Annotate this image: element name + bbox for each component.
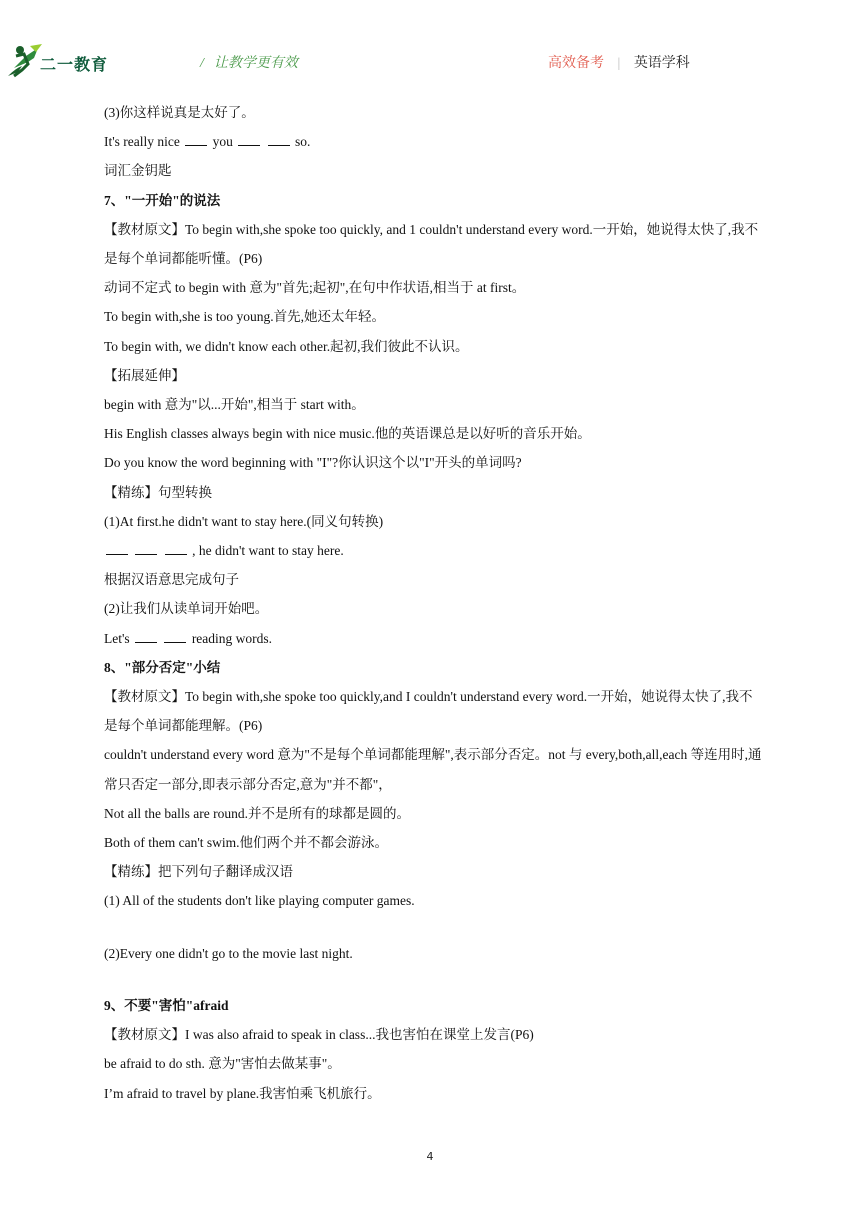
section-heading: 8、"部分否定"小结 <box>104 659 221 675</box>
text-line: Do you know the word beginning with "I"?你认识这个以"I"开头的单词吗? <box>104 455 522 471</box>
blank <box>135 542 157 555</box>
text-line: I’m afraid to travel by plane.我害怕乘飞机旅行。 <box>104 1085 381 1101</box>
text-line: Both of them can't swim.他们两个并不都会游泳。 <box>104 835 389 851</box>
text-line: 【精练】把下列句子翻译成汉语 <box>104 864 293 880</box>
text-line: (3)你这样说真是太好了。 <box>104 105 255 120</box>
text-line: 【拓展延伸】 <box>104 367 185 383</box>
blank <box>268 133 290 146</box>
slogan-text: 让教学更有效 <box>213 56 298 71</box>
page-header <box>0 0 860 90</box>
fill-blank-line: , he didn't want to stay here. <box>104 536 764 565</box>
blank <box>238 133 260 146</box>
fill-blank-line: It's really nice you so. <box>104 134 311 150</box>
blank <box>106 542 128 555</box>
text-line: (2)Every one didn't go to the movie last night. <box>104 945 353 961</box>
text-line: 根据汉语意思完成句子 <box>104 572 239 588</box>
blank <box>164 630 186 643</box>
text-line: His English classes always begin with nice music.他的英语课总是以好听的音乐开始。 <box>104 426 591 442</box>
text-line: To begin with,she is too young.首先,她还太年轻。 <box>104 309 386 325</box>
text-line: (1) All of the students don't like playing computer games. <box>104 893 415 909</box>
text-paragraph: couldn't understand every word 意为"不是每个单词都能理解",表示部分否定。not 与 every,both,all,each 等连用时,通常只否定一部分,即表示部分否定,意为"并不都"， <box>104 747 762 792</box>
text-line: (1)At first.he didn't want to stay here.(同义句转换) <box>104 513 384 529</box>
text-line: 【教材原文】I was also afraid to speak in class...我也害怕在课堂上发言(P6) <box>104 1027 534 1043</box>
text-line: 词汇金钥匙 <box>104 163 172 179</box>
logo-text: 二一教育 <box>40 55 109 74</box>
tag-subject: 英语学科 <box>633 56 690 71</box>
blank <box>165 542 187 555</box>
text-line: be afraid to do sth. 意为"害怕去做某事"。 <box>104 1056 341 1072</box>
text-line: begin with 意为"以...开始",相当于 start with。 <box>104 397 365 413</box>
text-line: To begin with, we didn't know each other.起初,我们彼此不认识。 <box>104 338 469 354</box>
text-paragraph: 【教材原文】To begin with,she spoke too quickly,and I couldn't understand every word.一开始，她说得太快了,我不是每个单词都能理解。(P6) <box>104 689 753 734</box>
blank <box>135 630 157 643</box>
text-line: 动词不定式 to begin with 意为"首先;起初",在句中作状语,相当于 at first。 <box>104 280 526 296</box>
section-heading: 9、不要"害怕"afraid <box>104 997 229 1013</box>
text-paragraph: 【教材原文】To begin with,she spoke too quickly, and 1 couldn't understand every word.一开始，她说得太快了,我不是每个单词都能听懂。(P6) <box>104 221 759 267</box>
page-number: 4 <box>426 1150 434 1163</box>
logo <box>4 42 114 78</box>
header-slogan: / 让教学更有效 <box>200 56 298 71</box>
document-body <box>104 98 764 1108</box>
text-line: (2)让我们从读单词开始吧。 <box>104 601 269 617</box>
fill-blank-line: Let's reading words. <box>104 630 273 646</box>
section-heading: 7、"一开始"的说法 <box>104 192 221 208</box>
blank <box>185 133 207 146</box>
text-line: Not all the balls are round.并不是所有的球都是圆的。 <box>104 805 410 821</box>
header-tags: 高效备考 | 英语学科 <box>548 56 690 71</box>
tag-exam-prep: 高效备考 <box>548 56 604 71</box>
runner-logo-icon <box>4 42 44 78</box>
text-line: 【精练】句型转换 <box>104 484 212 500</box>
